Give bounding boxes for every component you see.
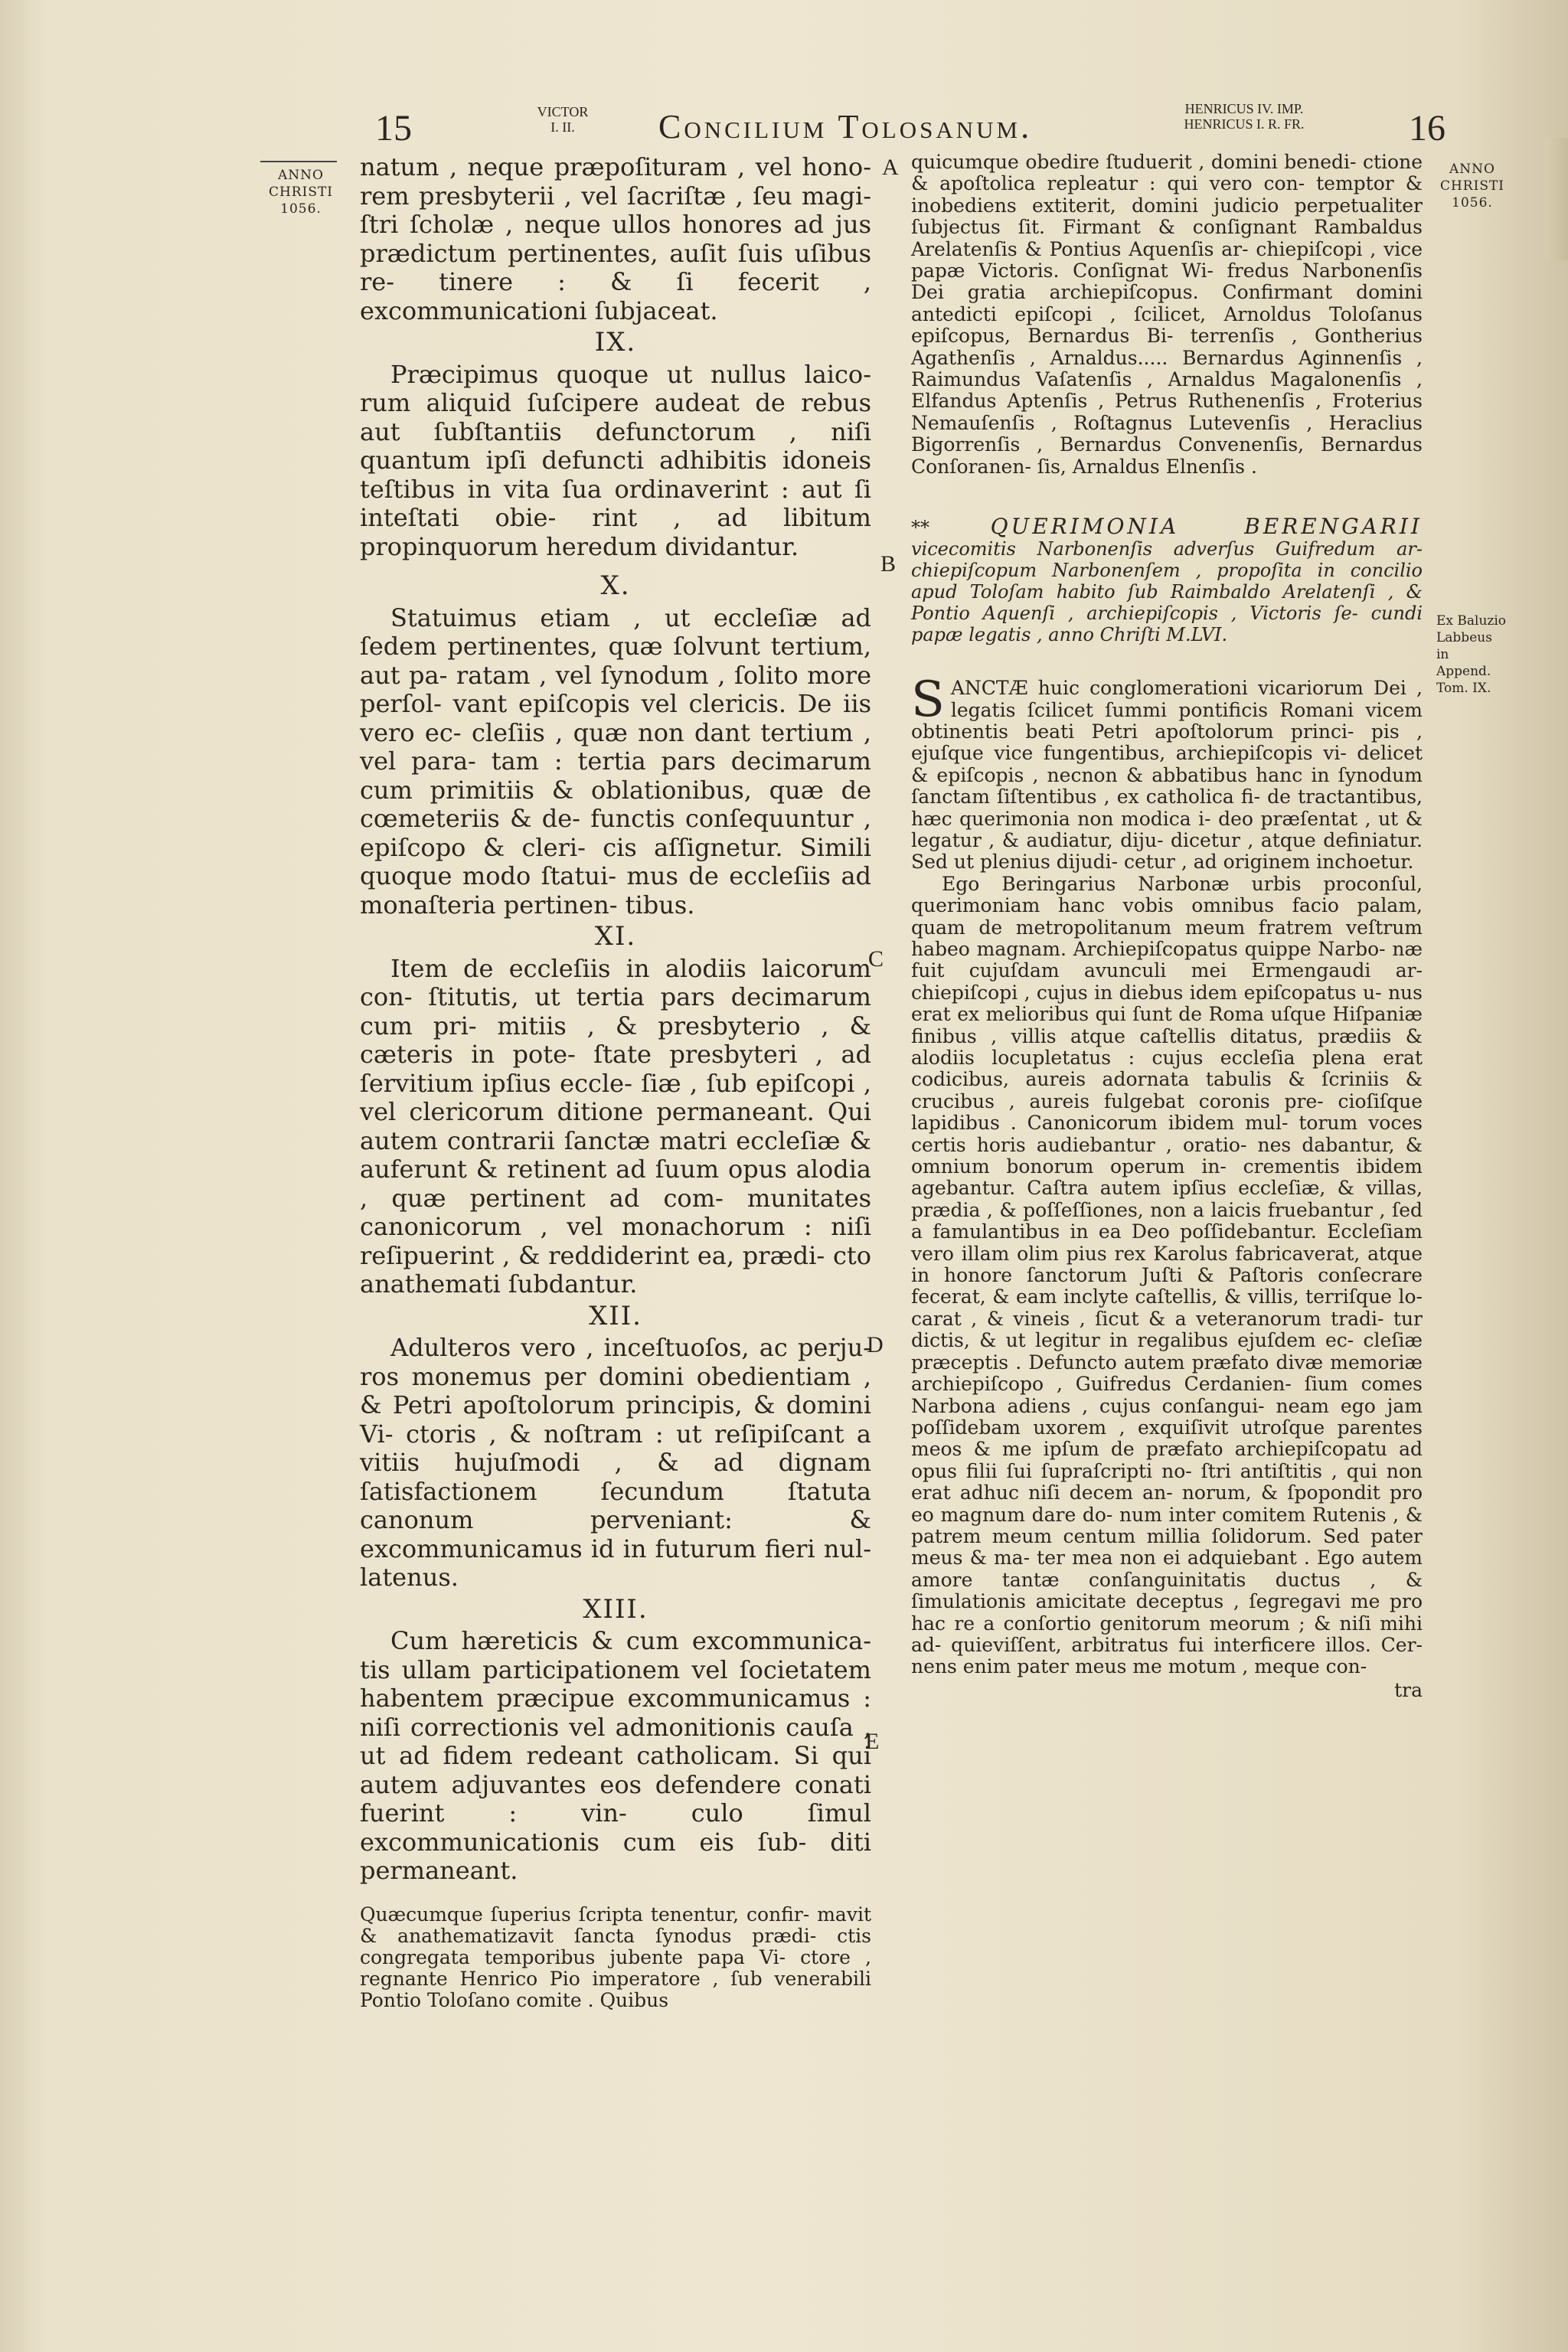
drop-cap: S	[911, 671, 945, 729]
signatories-paragraph: quicumque obedire ſtuduerit , domini benedi- ctione & apoſtolica repleatur : qui vero con- temptor & inobediens extiterit, domini judicio perpetualiter ſubjectus ſit. Firmant & conſignant Rambaldus Arelatenſis & Pontius Aquenſis ar- chiepiſcopi , vice papæ Victoris. Conſignat Wi- fredus Narbonenſis Dei gratia archiepiſcopus. Confirmant domini antedicti epiſcopi , ſcilicet, Arnoldus Toloſanus epiſcopus, Bernardus Bi- terrenſis , Gontherius Agathenſis , Arnaldus..... Bernardus Aginnenſis , Raimundus Vaſatenſis , Arnaldus Magalonenſis , Elfandus Aptenſis , Petrus Ruthenenſis , Froterius Nemauſenſis , Roſtagnus Lutevenſis , Heraclius Bigorrenſis , Bernardus Convenenſis, Bernardus Conſoranen- ſis, Arnaldus Elnenſis .	[911, 151, 1423, 478]
catchword: tra	[1394, 1678, 1423, 1701]
right-column	[911, 152, 1423, 1701]
right-header-small: HENRICUS IV. IMP. HENRICUS I. R. FR.	[1184, 101, 1305, 132]
left-column	[360, 153, 871, 2011]
section-heading-11: XI.	[594, 921, 637, 952]
left-header-small: VICTOR I. II.	[537, 104, 589, 135]
section-heading-9: IX.	[594, 327, 637, 358]
querimonia-title: QUERIMONIA BERENGARII	[990, 514, 1423, 540]
section-letter-b: B	[880, 551, 897, 577]
left-page-number: 15	[375, 108, 412, 149]
paragraph-intro: natum , neque præpoſituram , vel hono- rem presbyterii , vel ſacriſtæ , ſeu magi- ſtri ſcholæ , neque ullos honores ad jus prædictum pertinentes, auſit ſuis uſibus re- tinere : & ſi fecerit , excommunicationi ſubjaceat.	[360, 152, 871, 325]
margin-rule	[260, 161, 337, 162]
right-page-number: 16	[1409, 108, 1446, 149]
section-letter-c: C	[868, 946, 884, 972]
section-letter-e: E	[865, 1729, 880, 1754]
sanctae-text: ANCTÆ huic conglomerationi vicariorum Dei , legatis ſcilicet ſummi pontificis Romani vicem obtinentis beati Petri apoſtolorum princi- pis , ejuſque vice fungentibus, archiepiſcopis vi- delicet & epiſcopis , necnon & abbatibus hanc in ſynodum ſanctam ſiſtentibus , ex catholica fi- de tractantibus, hæc querimonia non modica i- deo præſentat , ut & legatur , & audiatur, diju- dicetur , atque definiatur. Sed ut plenius dijudi- cetur , ad originem inchoetur.	[911, 677, 1423, 874]
left-margin-year: ANNO CHRISTI 1056.	[268, 168, 334, 217]
page-title: Concilium Tolosanum.	[658, 108, 1033, 145]
ego-paragraph: Ego Beringarius Narbonæ urbis proconſul, querimoniam hanc vobis omnibus facio palam, quam de metropolitanum meum fratrem veſtrum habeo magnam. Archiepiſcopatus quippe Narbo- næ fuit cujuſdam avunculi mei Ermengaudi ar- chiepiſcopi , cujus in diebus idem epiſcopatus u- nus erat ex melioribus qui ſunt de Roma uſque Hiſpaniæ finibus , villis atque caſtellis ditatus, prædiis & alodiis locupletatus : cujus eccleſia plena erat codicibus, aureis adornata tabulis & ſcriniis & crucibus , aureis fulgebat coronis pre- cioſiſque lapidibus . Canonicorum ibidem mul- torum voces certis horis audiebantur , oratio- nes dabantur, & omnium bonorum operum in- crementis ibidem agebantur. Caſtra autem ipſius eccleſiæ, & villas, prædia , & poſſeſſiones, non a laicis fruebantur , ſed a famulantibus in ea Deo poſſidebantur. Eccleſiam vero illam olim pius rex Karolus fabricaverat, atque in honore ſanctorum Juſti & Paſtoris conſecrare fecerat, & eam inclyte caſtellis, & villis, terriſque lo- carat , & vineis , ſicut & a veteranorum tradi- tur dictis, & ut legitur in regalibus ejuſdem ec- cleſiæ præceptis . Defuncto autem præfato divæ memoriæ archiepiſcopo , Guifredus Cerdanien- ſium comes Narbona adiens , cujus conſangui- neam ego jam poſſidebam uxorem , exquiſivit utroſque parentes meos & me ipſum de præfato archiepiſcopatu ad opus filii ſui ſupraſcripti no- ſtri antiſtitis , qui non erat adhuc niſi decem an- norum, & ſpopondit pro eo magnum dare do- num inter comitem Rutenis , & patrem meum centum millia ſolidorum. Sed pater meus & ma- ter mea non ei adquiebant . Ego autem amore tantæ conſanguinitatis ductus , & ſimulationis amicitate deceptus , ſegregavi me pro hac re a conſortio genitorum meorum ; & niſi mihi ad- quieviſſent, arbitratus fui interficere illos. Cer- nens enim pater meus me motum , meque con-	[911, 872, 1423, 1678]
sanctae-paragraph	[911, 671, 1423, 874]
closing-paragraph: Quæcumque ſuperius ſcripta tenentur, confir- mavit & anathematizavit ſancta ſynodus prædi- ctis congregata temporibus jubente papa Vi- ctore , regnante Henrico Pio imperatore , ſub venerabili Pontio Toloſano comite . Quibus	[360, 1903, 871, 2011]
section-letter-d: D	[867, 1332, 884, 1357]
section-heading-13: XIII.	[583, 1593, 648, 1625]
footnote-marker: **	[911, 517, 991, 539]
paragraph-9: Præcipimus quoque ut nullus laico- rum aliquid ſuſcipere audeat de rebus aut ſubſtantiis defunctorum , niſi quantum ipſi defuncti adhibitis idoneis teſtibus in vita ſua ordinaverint : aut ſi inteſtati obie- rint , ad libitum propinquorum heredum dividantur.	[360, 359, 871, 561]
next-page-edge	[1545, 138, 1568, 260]
paragraph-12: Adulteros vero , inceſtuoſos, ac perju- ros monemus per domini obedientiam , & Petri apoſtolorum principis, & domini Vi- ctoris , & noſtram : ut reſipiſcant a vitiis hujuſmodi , & ad dignam ſatisfactionem ſecundum ſtatuta canonum perveniant: & excommunicamus id in futurum fieri nul- latenus.	[360, 1333, 871, 1592]
paragraph-10: Statuimus etiam , ut eccleſiæ ad ſedem pertinentes, quæ ſolvunt tertium, aut pa- ratam , vel ſynodum , ſolito more perſol- vant epiſcopis vel clericis. De iis vero ec- cleſiis , quæ non dant tertium , vel para- tam : tertia pars decimarum cum primitiis & oblationibus, quæ de cœmeteriis & de- functis conſequuntur , epiſcopo & cleri- cis aſſignetur. Simili quoque modo ſtatui- mus de eccleſiis ad monaſteria pertinen- tibus.	[360, 603, 871, 920]
section-heading-12: XII.	[589, 1300, 642, 1331]
querimonia-subtitle: vicecomitis Narbonenſis adverſus Guifredum ar- chiepiſcopum Narbonenſem , propoſita in concilio apud Toloſam habito ſub Raimbaldo Arelatenſi , & Pontio Aquenſi , archiepiſcopis , Victoris ſe- cundi papæ legatis , anno Chriſti M.LVI.	[911, 538, 1423, 646]
source-sidenote: Ex Baluzio Labbeus in Append. Tom. IX.	[1436, 613, 1507, 696]
querimonia-heading	[911, 516, 1423, 645]
section-letter-a: A	[882, 155, 899, 180]
right-margin-year: ANNO CHRISTI 1056.	[1439, 162, 1505, 211]
section-heading-10: X.	[600, 570, 631, 601]
paragraph-13: Cum hæreticis & cum excommunica- tis ullam participationem vel ſocietatem habentem præcipue excommunicamus : niſi correctionis vel admonitionis cauſa , ut ad fidem redeant catholicam. Si qui autem adjuvantes eos defendere conati fuerint : vin- culo ſimul excommunicationis cum eis ſub- diti permaneant.	[360, 1626, 871, 1885]
paragraph-11: Item de eccleſiis in alodiis laicorum con- ſtitutis, ut tertia pars decimarum cum pri- mitiis , & presbyterio , & cæteris in pote- ſtate presbyteri , ad ſervitium ipſius eccle- ſiæ , ſub epiſcopi , vel clericorum ditione permaneant. Qui autem contrarii ſanctæ matri eccleſiæ & auferunt & retinent ad ſuum opus alodia , quæ pertinent ad com- munitates canonicorum , vel monachorum : niſi reſipuerint , & reddiderint ea, prædi- cto anathemati ſubdantur.	[360, 953, 871, 1298]
